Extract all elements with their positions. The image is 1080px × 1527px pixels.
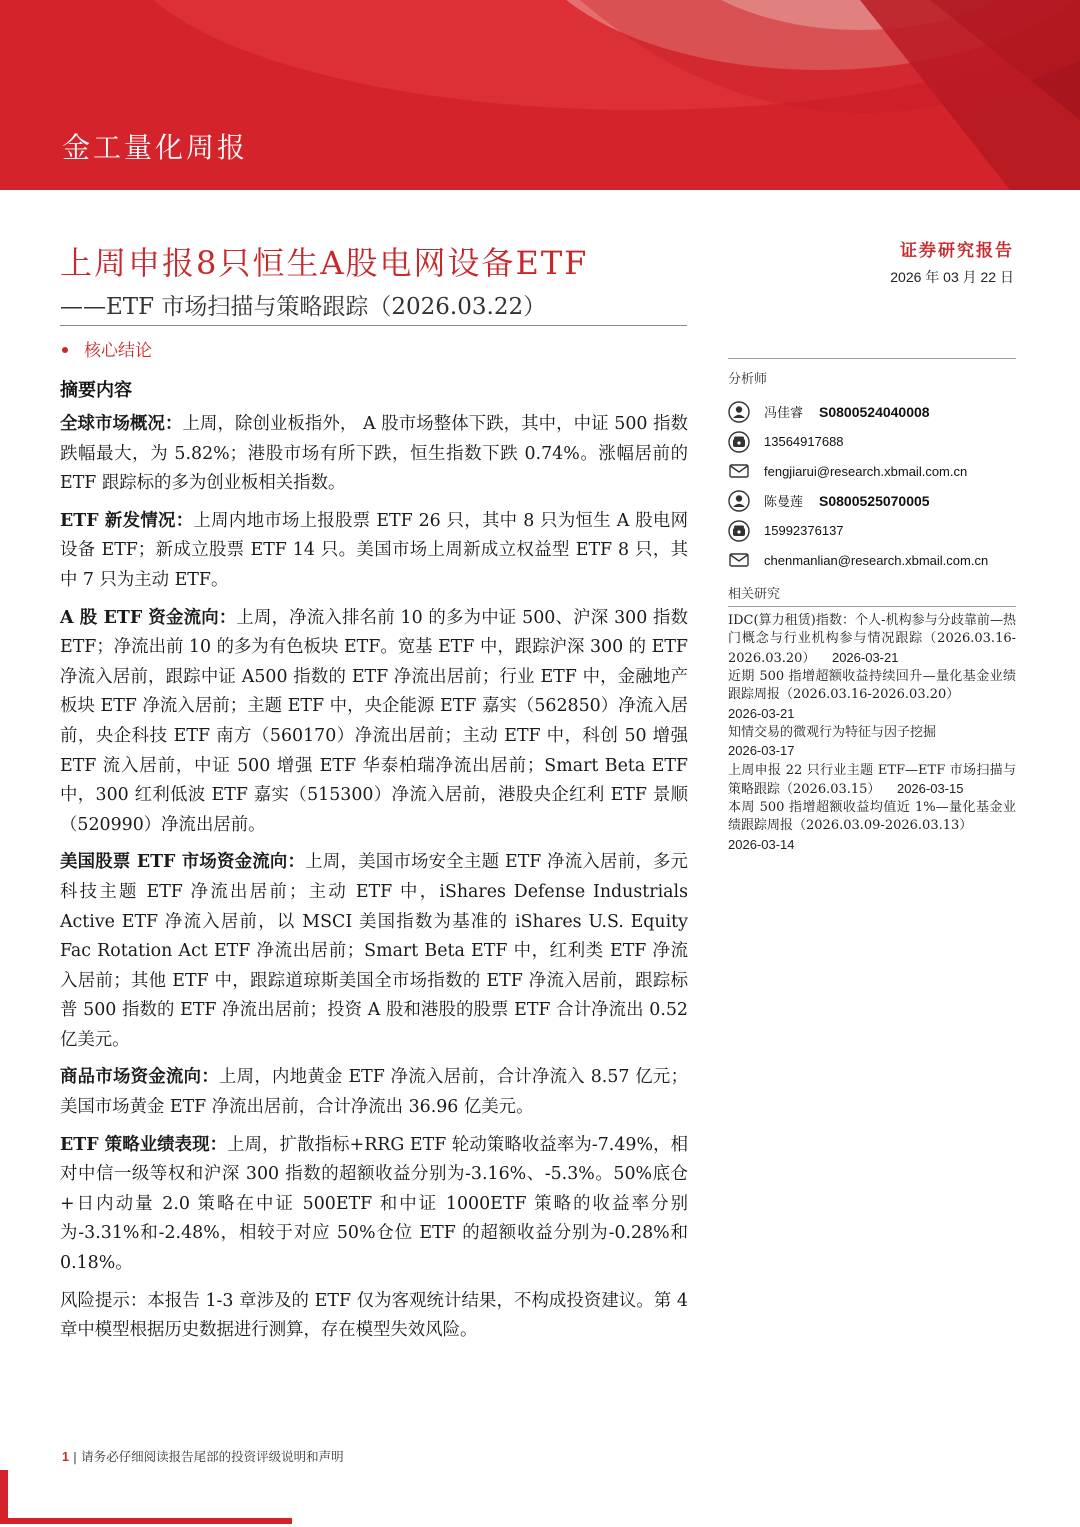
core-conclusion-heading	[62, 336, 152, 361]
paragraph-label: ETF 新发情况：	[60, 510, 194, 531]
email-icon	[728, 460, 750, 482]
corner-accent-horizontal	[0, 1518, 292, 1524]
summary-paragraph	[60, 507, 688, 596]
phone-icon	[728, 431, 750, 453]
page-subtitle: ——ETF 市场扫描与策略跟踪（2026.03.22）	[60, 294, 547, 320]
related-research-item[interactable]	[728, 799, 1016, 855]
analyst-phone-row	[728, 427, 1016, 457]
related-date: 2026-03-15	[896, 780, 964, 796]
summary-paragraph	[60, 1063, 688, 1122]
header-banner	[0, 0, 1080, 190]
paragraph-text: 上周，净流入排名前 10 的多为中证 500、沪深 300 指数 ETF；净流出前 10 的多为有色板块 ETF。宽基 ETF 中，跟踪沪深 300 的 ETF 净流入居前，跟踪中证 A500 指数的 ETF 净流出居前；行业 ETF 中，金融地产板块 ETF 净流入居前；主题 ETF 中，央企能源 ETF 嘉实（562850）净流入居前，央企科技 ETF 南方（560170）净流出居前；主动 ETF 中，科创 50 增强 ETF 流入居前，中证 500 增强 ETF 华泰柏瑞净流出居前；Smart Beta ETF 中，300 红利低波 ETF 嘉实（515300）净流入居前，港股央企红利 ETF 景顺（520990）净流出居前。	[60, 607, 688, 835]
related-title: 近期 500 指增超额收益持续回升—量化基金业绩跟踪周报（2026.03.16-2026.03.20）	[728, 669, 1016, 703]
related-date: 2026-03-17	[728, 743, 795, 759]
paragraph-text: 上周，扩散指标+RRG ETF 轮动策略收益率为-7.49%，相对中信一级等权和沪深 300 指数的超额收益分别为-3.16%、-5.3%。50%底仓+日内动量 2.0 策略在中证 500ETF 和中证 1000ETF 策略的收益率分别为-3.31%和-2.48%，相较于对应 50%仓位 ETF 的超额收益分别为-0.28%和 0.18%。	[60, 1134, 688, 1274]
risk-warning: 风险提示：本报告 1-3 章涉及的 ETF 仅为客观统计结果，不构成投资建议。第 4 章中模型根据历史数据进行测算，存在模型失效风险。	[60, 1290, 688, 1341]
paragraph-label: 商品市场资金流向：	[60, 1067, 219, 1088]
analyst-phone: 15992376137	[764, 523, 844, 539]
related-title: IDC(算力租赁)指数：个人-机构参与分歧靠前—热门概念与行业机构参与情况跟踪（2026.03.16-2026.03.20）	[728, 613, 1016, 666]
paragraph-text: 上周内地市场上报股票 ETF 26 只，其中 8 只为恒生 A 股电网设备 ETF；新成立股票 ETF 14 只。美国市场上周新成立权益型 ETF 8 只，其中 7 只为主动 ETF。	[60, 510, 688, 590]
summary-heading: 摘要内容	[60, 380, 132, 401]
footer-separator: |	[68, 1449, 82, 1464]
report-type-label: 证券研究报告	[900, 241, 1014, 261]
paragraph-label: 全球市场概况：	[60, 414, 183, 434]
summary-body	[60, 410, 688, 1354]
analyst-name-row	[728, 397, 1016, 427]
related-divider	[728, 606, 1016, 607]
summary-paragraph	[60, 1131, 688, 1279]
paragraph-label: 美国股票 ETF 市场资金流向：	[60, 852, 306, 873]
bullet-dot-icon	[62, 347, 68, 353]
related-date: 2026-03-21	[831, 649, 899, 665]
report-date: 2026 年 03 月 22 日	[890, 269, 1014, 285]
person-icon	[728, 401, 750, 423]
sidebar-divider	[728, 358, 1016, 359]
report-series-title: 金工量化周报	[62, 131, 249, 164]
summary-paragraph	[60, 410, 688, 499]
related-research-item[interactable]	[728, 724, 1016, 762]
person-icon	[728, 490, 750, 512]
related-research-heading: 相关研究	[728, 587, 781, 603]
analyst-heading: 分析师	[728, 372, 768, 387]
phone-icon	[728, 520, 750, 542]
paragraph-text: 上周，除创业板指外， A 股市场整体下跌，其中，中证 500 指数跌幅最大，为 5.82%；港股市场有所下跌，恒生指数下跌 0.74%。涨幅居前的 ETF 跟踪标的多为创业板相关指数。	[60, 414, 688, 494]
analyst-name-row	[728, 486, 1016, 516]
analyst-email-row	[728, 545, 1016, 575]
analyst-certificate: S0800524040008	[819, 403, 930, 420]
footer-disclaimer: 请务必仔细阅读报告尾部的投资评级说明和声明	[81, 1449, 344, 1464]
sidebar	[728, 358, 1016, 855]
analyst-phone-row	[728, 516, 1016, 546]
related-research-item[interactable]	[728, 762, 1016, 800]
analyst-name: 陈曼莲	[764, 495, 804, 511]
email-icon	[728, 549, 750, 571]
analyst-email-row	[728, 456, 1016, 486]
paragraph-label: ETF 策略业绩表现：	[60, 1134, 228, 1155]
corner-accent-vertical	[0, 1470, 8, 1524]
related-date: 2026-03-21	[728, 705, 795, 721]
paragraph-label: A 股 ETF 资金流向：	[60, 607, 237, 628]
page-title: 上周申报8只恒生A股电网设备ETF	[60, 244, 589, 282]
page-number: 1	[62, 1450, 69, 1464]
paragraph-text: 上周，内地黄金 ETF 净流入居前，合计净流入 8.57 亿元；美国市场黄金 ETF 净流出居前，合计净流出 36.96 亿美元。	[60, 1067, 688, 1118]
related-title: 本周 500 指增超额收益均值近 1%—量化基金业绩跟踪周报（2026.03.09-2026.03.13）	[728, 800, 1016, 834]
analyst-email[interactable]: fengjiarui@research.xbmail.com.cn	[764, 463, 968, 479]
analyst-email[interactable]: chenmanlian@research.xbmail.com.cn	[764, 552, 989, 568]
title-divider	[60, 325, 687, 326]
related-title: 上周申报 22 只行业主题 ETF—ETF 市场扫描与策略跟踪（2026.03.15）	[728, 762, 1016, 797]
core-conclusion-label: 核心结论	[84, 341, 152, 361]
page-footer	[62, 1447, 344, 1465]
analyst-phone: 13564917688	[764, 434, 844, 450]
paragraph-text: 上周，美国市场安全主题 ETF 净流入居前，多元科技主题 ETF 净流出居前；主动 ETF 中，iShares Defense Industrials Active ETF 净流入居前，以 MSCI 美国指数为基准的 iShares U.S. Equity Fac Rotation Act ETF 净流出居前；Smart Beta ETF 中，红利类 ETF 净流入居前；其他 ETF 中，跟踪道琼斯美国全市场指数的 ETF 净流入居前，跟踪标普 500 指数的 ETF 净流出居前；投资 A 股和港股的股票 ETF 合计净流出 0.52 亿美元。	[60, 852, 688, 1050]
analyst-name: 冯佳睿	[764, 406, 804, 422]
summary-paragraph	[60, 848, 688, 1055]
related-title: 知情交易的微观行为特征与因子挖掘	[728, 724, 937, 740]
related-research-item[interactable]	[728, 668, 1016, 724]
related-date: 2026-03-14	[728, 836, 795, 852]
analyst-certificate: S0800525070005	[819, 492, 930, 509]
summary-paragraph	[60, 604, 688, 841]
related-research-item[interactable]	[728, 612, 1016, 668]
